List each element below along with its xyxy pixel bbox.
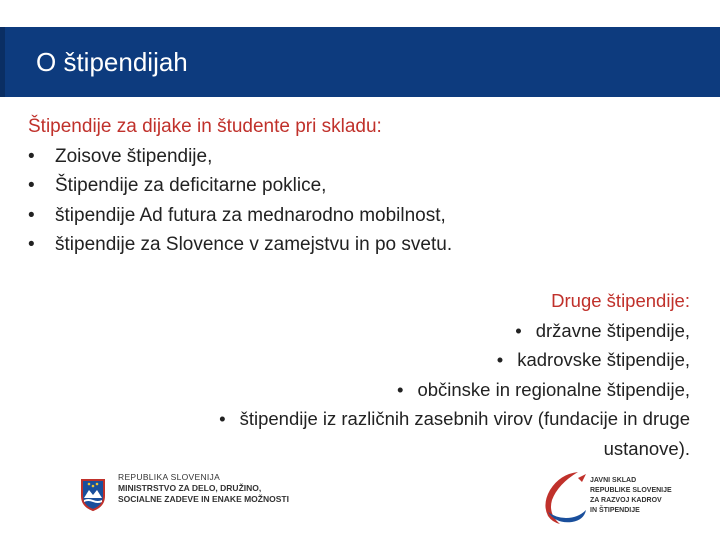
list-item: • štipendije za Slovence v zamejstvu in po svetu. bbox=[28, 230, 668, 260]
section-heading: Druge štipendije: bbox=[551, 290, 690, 311]
list-item: • državne štipendije, bbox=[515, 319, 690, 341]
bullet: • bbox=[396, 378, 404, 400]
bullet: • bbox=[28, 204, 35, 226]
other-scholarships-list bbox=[90, 316, 690, 464]
page-title: O štipendijah bbox=[36, 47, 188, 77]
bullet: • bbox=[219, 408, 226, 429]
slovenia-crest-icon bbox=[80, 478, 106, 512]
list-item: • Zoisove štipendije, bbox=[28, 142, 668, 172]
scholarship-fund-list bbox=[28, 142, 668, 260]
ministry-logo bbox=[80, 470, 320, 520]
bullet: • bbox=[496, 349, 504, 370]
fund-swoosh-icon bbox=[538, 464, 588, 528]
fund-logo bbox=[538, 462, 688, 532]
section-other-scholarships bbox=[90, 286, 690, 463]
list-item: • štipendije iz različnih zasebnih virov (fundacije in druge ustanove). bbox=[219, 408, 690, 459]
section-scholarship-fund bbox=[28, 112, 668, 260]
list-item: • občinske in regionalne štipendije, bbox=[396, 378, 690, 400]
bullet: • bbox=[515, 319, 522, 341]
list-item: • štipendije Ad futura za mednarodno mobilnost, bbox=[28, 201, 668, 231]
fund-name: JAVNI SKLAD REPUBLIKE SLOVENIJE ZA RAZVOJ KADROV IN ŠTIPENDIJE bbox=[590, 477, 672, 514]
bullet: • bbox=[28, 175, 35, 196]
ministry-name: REPUBLIKA SLOVENIJA MINISTRSTVO ZA DELO, DRUŽINO, SOCIALNE ZADEVE IN ENAKE MOŽNOSTI bbox=[118, 472, 289, 504]
bullet: • bbox=[28, 145, 35, 167]
bullet: • bbox=[28, 234, 35, 255]
list-item: • kadrovske štipendije, bbox=[496, 349, 690, 370]
section-heading: Štipendije za dijake in študente pri skladu: bbox=[28, 116, 382, 137]
title-bar-edge bbox=[0, 27, 5, 97]
list-item: • Štipendije za deficitarne poklice, bbox=[28, 171, 668, 201]
